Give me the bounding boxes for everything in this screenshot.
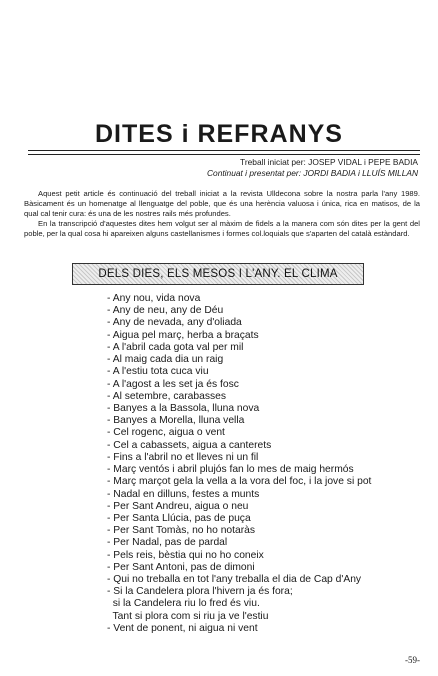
saying-item: - A l'abril cada gota val per mil: [107, 341, 244, 353]
saying-item: - Per Santa Llúcia, pas de puça: [107, 512, 251, 524]
saying-item: - Pels reis, bèstia qui no ho coneix: [107, 549, 264, 561]
saying-item: - Per Sant Tomàs, no ho notaràs: [107, 525, 256, 537]
saying-item: - Al maig cada dia un raig: [107, 354, 224, 366]
saying-item: - A l'agost a les set ja és fosc: [107, 378, 239, 390]
saying-item: - Banyes a Morella, lluna vella: [107, 415, 245, 427]
saying-item: - Per Sant Antoni, pas de dimoni: [107, 561, 255, 573]
section-heading: DELS DIES, ELS MESOS I L'ANY. EL CLIMA: [72, 263, 364, 285]
title-rule-bottom: [28, 154, 420, 155]
saying-item: - Març ventós i abril plujós fan lo mes de maig hermós: [107, 464, 354, 476]
saying-item: - Març marçot gela la vella a la vora del foc, i la jove si pot: [107, 476, 372, 488]
saying-item: - Vent de ponent, ni aigua ni vent: [107, 622, 258, 634]
credits: [207, 157, 418, 179]
intro-paragraph: Aquest petit article és continuació del treball iniciat a la revista Ulldecona sobre la nostra parla l'any 1989. Bàsicament és un homenatge al llenguatge del poble, que és una herència valuosa i única, rica en matisos, de la qual cal tenir cura: és una de les nostres rails més profundes.: [24, 189, 420, 218]
saying-item: - Cel a cabassets, aigua a canterets: [107, 439, 272, 451]
sayings-list: [107, 293, 427, 635]
saying-item: - Aigua pel març, herba a braçats: [107, 329, 259, 341]
credit-started-by: Treball iniciat per: JOSEP VIDAL i PEPE BADIA: [240, 157, 418, 167]
article-title: DITES i REFRANYS: [95, 120, 343, 148]
saying-item: - Qui no treballa en tot l'any treballa el dia de Cap d'Any: [107, 574, 362, 586]
saying-item: - Any de neu, any de Déu: [107, 305, 224, 317]
saying-item: - A l'estiu tota cuca viu: [107, 366, 209, 378]
saying-item: - Fins a l'abril no et lleves ni un fil: [107, 451, 259, 463]
intro-text: [24, 189, 420, 239]
saying-item: - Per Nadal, pas de pardal: [107, 537, 228, 549]
intro-paragraph: En la transcripció d'aquestes dites hem volgut ser al màxim de fidels a la manera com són dites per la gent del poble, per la qual cosa hi apareixen alguns castellanismes i formes col.loquials que s'aparten del català estàndard.: [24, 219, 420, 238]
saying-item: - Any de nevada, any d'oliada: [107, 317, 242, 329]
saying-item: - Any nou, vida nova: [107, 293, 201, 304]
saying-item: - Per Sant Andreu, aigua o neu: [107, 500, 249, 512]
saying-item: Tant si plora com si riu ja ve l'estiu: [107, 610, 269, 622]
saying-item: - Nadal en dilluns, festes a munts: [107, 488, 260, 500]
saying-item: si la Candelera riu lo fred és viu.: [107, 598, 260, 610]
saying-item: - Banyes a la Bassola, lluna nova: [107, 402, 260, 414]
credit-continued-by: Continuat i presentat per: JORDI BADIA i LLUÍS MILLAN: [206, 168, 418, 178]
saying-item: - Cel rogenc, aigua o vent: [107, 427, 225, 439]
saying-item: - Si la Candelera plora l'hivern ja és fora;: [107, 586, 293, 598]
title-rule-top: [28, 150, 420, 151]
saying-item: - Al setembre, carabasses: [107, 390, 227, 402]
page-number: -59-: [405, 655, 420, 665]
